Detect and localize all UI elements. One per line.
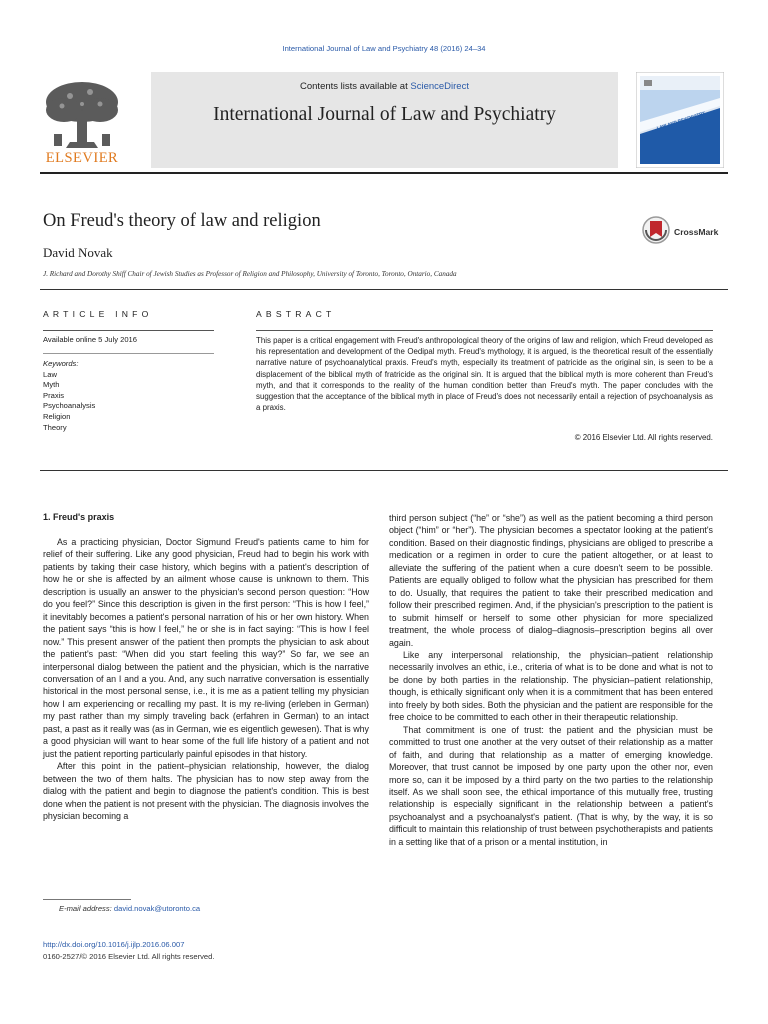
issn-line: 0160-2527/© 2016 Elsevier Ltd. All rights reserved. <box>43 952 215 961</box>
article-info-heading: ARTICLE INFO <box>43 309 153 319</box>
article-title: On Freud's theory of law and religion <box>43 211 321 231</box>
abstract-rule <box>256 330 713 331</box>
body-paragraph: third person subject (“he” or “she”) as well as the patient becoming a third person object (“him” or “her”). The physician becomes a spectator looking at the patient's condition. Based on their diagnostic findings, physicians are obliged to prescribe a medication or a regimen in order to cure the patient altogether, or at least to alleviate the suffering of the patient when a cure doesn't seem to be possible. Patients are equally obliged to follow what the physician has prescribed for them to do. Usually, that requires the patient to take their prescribed medication and follow their prescribed regimen. And, if the physician's prescription to the patient is to submit himself or herself to some other physician for more specialized treatment, the whole process of dialog–diagnosis–prescription begins all over again. <box>389 513 713 648</box>
keyword-item: Psychoanalysis <box>43 401 96 411</box>
left-column <box>43 536 369 822</box>
doi-link[interactable]: http://dx.doi.org/10.1016/j.ijlp.2016.06.007 <box>43 940 185 949</box>
abstract-heading: ABSTRACT <box>256 309 336 319</box>
sciencedirect-link[interactable]: ScienceDirect <box>410 81 469 92</box>
body-paragraph: Like any interpersonal relationship, the physician–patient relationship necessarily involves an ethic, i.e., criteria of what is to be done and what is not to be done by both parties in the relationship. The physician–patient relationship, though, is ethically significant only when it is a commitment that has been entered into freely by both sides. Both the physician and the patient are responsible for the free choice to be committed to each other in their therapeutic relationship. <box>389 649 713 723</box>
body-paragraph: After this point in the patient–physician relationship, however, the dialog between the two of them halts. The physician has to now step away from the dialog with the patient and begin to diagnose the patient's condition. This is best done when the patient is not present with the physician. The diagnosis involves the physician becoming a <box>43 761 369 821</box>
email-label: E-mail address: <box>59 904 112 913</box>
email-link[interactable]: david.novak@utoronto.ca <box>113 904 201 913</box>
footnote-email <box>59 904 200 913</box>
header-rule <box>40 172 728 174</box>
keyword-item: Theory <box>43 422 67 432</box>
crossmark-icon[interactable] <box>642 215 670 245</box>
info-top-rule <box>40 289 728 290</box>
article-info-rule <box>43 330 214 331</box>
publisher-wordmark: ELSEVIER <box>45 150 119 166</box>
right-column <box>389 512 713 848</box>
keyword-item: Religion <box>43 411 71 421</box>
abstract-bottom-rule <box>40 470 728 471</box>
body-paragraph: That commitment is one of trust: the patient and the physician must be committed to trust one another at the very outset of their relationship as a matter of faith, and during that relationship as a matter of emerging knowledge. Moreover, that trust cannot be imposed by one party upon the other nor, even more so, can it be imposed by a third party on the two parties to the relationship itself. As we shall soon see, the ethical importance of this mutually free, trusting relationship is especially significant in the relationship between a patient's psychoanalyst and a psychoanalyst's patient. (That is why, by the way, it is so difficult to maintain this relationship of trust between psychotherapists and patients in a setting like that of a prison or a mental institution, in <box>389 724 713 847</box>
cover-title-text: LAW AND PSYCHIATRY <box>656 110 706 131</box>
author-affiliation: J. Richard and Dorothy Shiff Chair of Jewish Studies as Professor of Religion and Philosophy, University of Toronto, Toronto, Ontario, Canada <box>43 270 457 278</box>
footnote-rule <box>43 899 131 900</box>
available-online: Available online 5 July 2016 <box>43 335 138 344</box>
abstract-copyright: © 2016 Elsevier Ltd. All rights reserved. <box>574 433 713 442</box>
author-name: David Novak <box>43 245 113 260</box>
crossmark-label[interactable]: CrossMark <box>674 227 719 237</box>
keyword-item: Praxis <box>43 390 65 400</box>
contents-line <box>151 81 618 92</box>
journal-title: International Journal of Law and Psychiatry <box>213 104 556 125</box>
abstract-text: This paper is a critical engagement with Freud's anthropological theory of the origins of law and religion, which Freud developed as his representation and development of the Oedipal myth. Freud's mythology, it is argued, is the theoretical result of the essentially narrative nature of psychoanalytical praxis. Freud's myth, especially its treatment of patricide as the original sin, is seen to be a displacement of the biblical myth of fratricide as the original sin. It is argued that the biblical myth is more coherent than Freud's myth, and that it corresponds to the reality of the human condition better than Freud's myth. The paper concludes with the suggestion that the acceptance of the biblical myth in place of Freud's does not necessarily entail a rejection of psychoanalysis as a praxis. <box>256 336 713 413</box>
journal-citation[interactable]: International Journal of Law and Psychiatry 48 (2016) 24–34 <box>282 44 486 53</box>
keyword-item: Law <box>43 369 57 379</box>
keywords-rule <box>43 353 214 354</box>
keywords-label: Keywords: <box>43 359 79 368</box>
keywords-block <box>43 359 95 433</box>
section-title: 1. Freud's praxis <box>43 512 115 522</box>
keyword-item: Myth <box>43 380 60 390</box>
body-paragraph: As a practicing physician, Doctor Sigmund Freud's patients came to him for relief of their suffering. Like any good physician, Freud had to begin his work with patients by taking their case history, which begins with a patient's description of how he or she is affected by an ailment whose cause is unknown to them. This description is usually an answer to the physician's second person question: “How do you feel?” Since this description is given in the first person: “This is how I feel,” it inevitably becomes a patient's personal narration of his or her own history. When the patient says “this is how I feel,” he or she is in fact saying: “This is how I feel now.” This present answer of the patient then prompts the physician to ask about the patient's past: “When did you start feeling this way?” So far, we see an interpersonal dialog between the patient and the physician, which is the narrative conversation of an I and a you. And, any such narrative conversation is essentially historical in the most personal sense, i.e., it is me as a patient telling my physician how I am experiencing or recalling my past. It is my re-living (erleben in German) my past rather than my simply traveling back (erfahren in German) to an intact past, a past as it really was (as in German, wie es eigentlich gewesen). That is why a good physician will want to hear some of the full life history of a patient and not just the patient reporting particularly painful episodes in that history. <box>43 537 369 759</box>
contents-prefix: Contents lists available at <box>300 81 411 92</box>
